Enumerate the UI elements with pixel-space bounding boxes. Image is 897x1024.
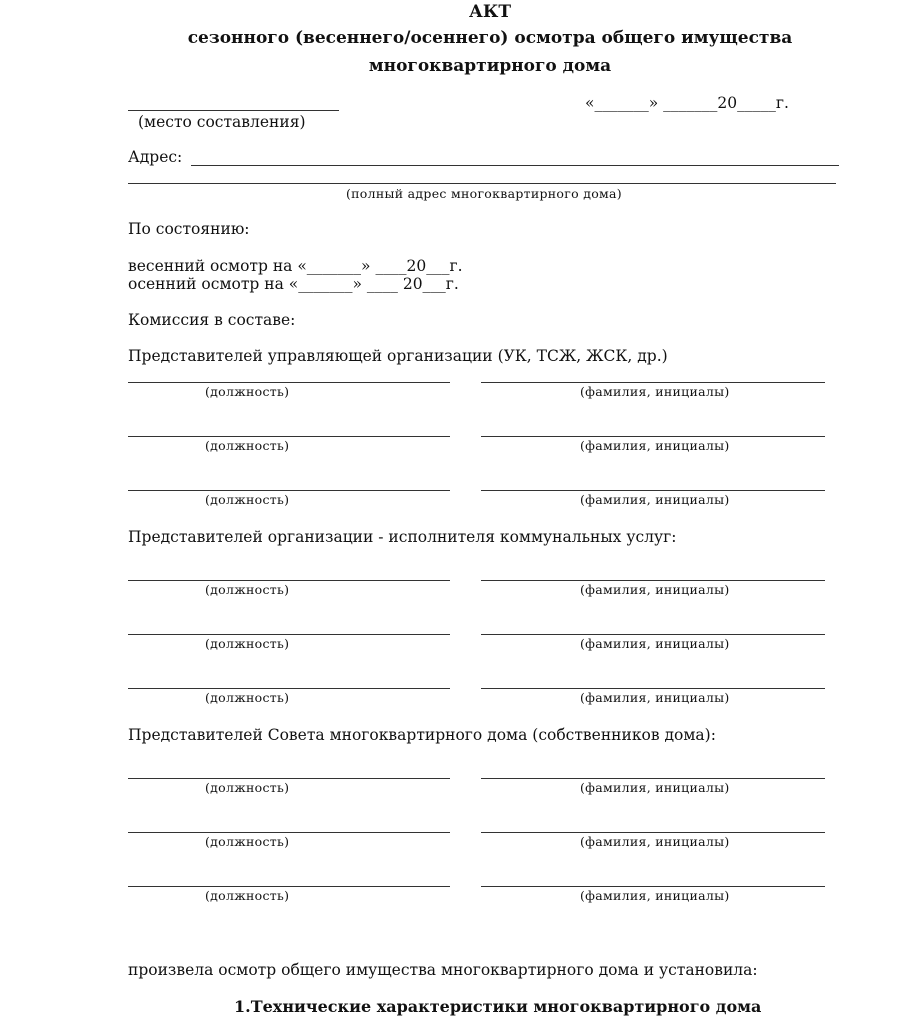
position-caption: (должность): [205, 492, 290, 507]
position-line: [128, 436, 450, 437]
state-label: По состоянию:: [128, 220, 250, 238]
position-line: [128, 634, 450, 635]
name-line: [481, 436, 825, 437]
address-label: Адрес:: [128, 148, 183, 166]
conclusion-text: произвела осмотр общего имущества многоквартирного дома и установила:: [128, 961, 758, 979]
address-line-2: [128, 183, 836, 184]
document-subtitle-line2: многоквартирного дома: [368, 56, 612, 76]
group-heading-utilities: Представителей организации - исполнителя коммунальных услуг:: [128, 528, 677, 546]
group-heading-management: Представителей управляющей организации (УК, ТСЖ, ЖСК, др.): [128, 347, 668, 365]
place-line: [128, 110, 339, 111]
position-caption: (должность): [205, 582, 290, 597]
date-field: «_______» _______20_____г.: [585, 94, 789, 112]
name-caption: (фамилия, инициалы): [580, 582, 730, 597]
autumn-inspection: осенний осмотр на «_______» ____ 20___г.: [128, 275, 459, 293]
position-line: [128, 580, 450, 581]
position-caption: (должность): [205, 438, 290, 453]
name-caption: (фамилия, инициалы): [580, 780, 730, 795]
name-line: [481, 886, 825, 887]
position-line: [128, 688, 450, 689]
position-caption: (должность): [205, 690, 290, 705]
position-caption: (должность): [205, 888, 290, 903]
name-line: [481, 382, 825, 383]
name-caption: (фамилия, инициалы): [580, 384, 730, 399]
document-subtitle-line1: сезонного (весеннего/осеннего) осмотра общего имущества: [187, 28, 793, 48]
position-caption: (должность): [205, 636, 290, 651]
place-caption: (место составления): [138, 113, 306, 131]
name-line: [481, 490, 825, 491]
name-line: [481, 778, 825, 779]
position-line: [128, 382, 450, 383]
name-caption: (фамилия, инициалы): [580, 888, 730, 903]
position-line: [128, 490, 450, 491]
address-line-1: [191, 165, 839, 166]
position-line: [128, 778, 450, 779]
name-line: [481, 688, 825, 689]
name-caption: (фамилия, инициалы): [580, 492, 730, 507]
name-caption: (фамилия, инициалы): [580, 690, 730, 705]
name-line: [481, 832, 825, 833]
name-line: [481, 580, 825, 581]
position-line: [128, 886, 450, 887]
name-caption: (фамилия, инициалы): [580, 834, 730, 849]
name-caption: (фамилия, инициалы): [580, 636, 730, 651]
document-title: АКТ: [469, 2, 511, 22]
section-1-title: 1.Технические характеристики многоквартирного дома: [234, 997, 762, 1016]
name-line: [481, 634, 825, 635]
position-caption: (должность): [205, 834, 290, 849]
group-heading-council: Представителей Совета многоквартирного дома (собственников дома):: [128, 726, 716, 744]
address-caption: (полный адрес многоквартирного дома): [346, 186, 622, 201]
commission-label: Комиссия в составе:: [128, 311, 296, 329]
spring-inspection: весенний осмотр на «_______» ____20___г.: [128, 257, 463, 275]
position-caption: (должность): [205, 384, 290, 399]
position-line: [128, 832, 450, 833]
position-caption: (должность): [205, 780, 290, 795]
name-caption: (фамилия, инициалы): [580, 438, 730, 453]
